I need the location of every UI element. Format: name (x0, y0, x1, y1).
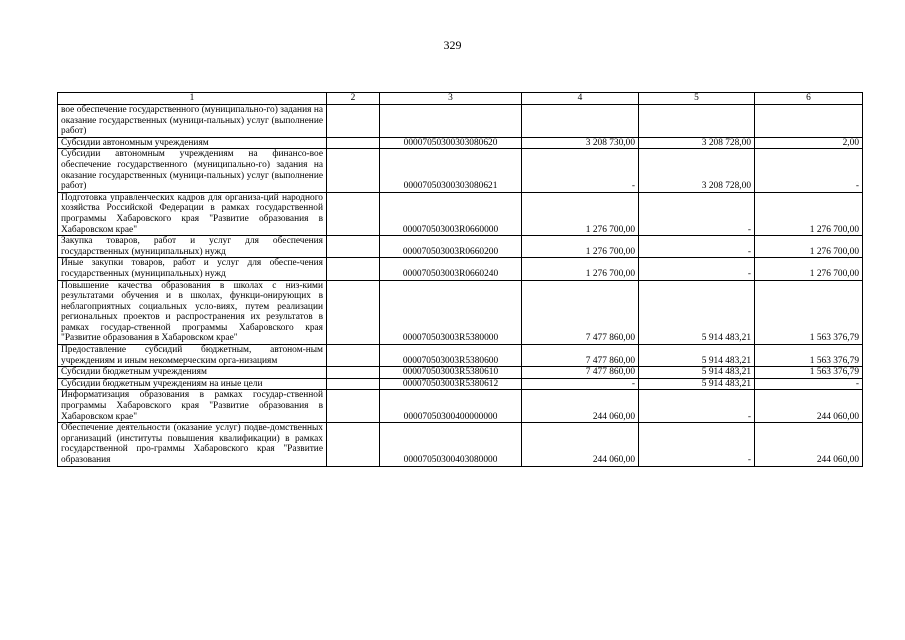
row-value4-cell: 244 060,00 (522, 390, 639, 423)
table-row (58, 105, 863, 138)
row-value6-cell: - (755, 149, 863, 192)
table-row (58, 280, 863, 345)
row-code-cell: 00007050300303080620 (380, 137, 522, 149)
column-header-2: 2 (327, 93, 380, 105)
row-value6-cell: 1 563 376,79 (755, 280, 863, 345)
row-code-cell: 000070503003R5380000 (380, 280, 522, 345)
row-code-cell: 00007050300303080621 (380, 149, 522, 192)
row-col2-cell (327, 149, 380, 192)
row-code-cell: 000070503003R5380610 (380, 367, 522, 379)
row-value5-cell: - (639, 236, 755, 258)
row-value6-cell: 1 563 376,79 (755, 367, 863, 379)
row-code-cell (380, 105, 522, 138)
row-value5-cell: - (639, 258, 755, 280)
row-col2-cell (327, 378, 380, 390)
row-name-cell: Информатизация образования в рамках государ-ственной программы Хабаровского края "Развитие образования в Хабаровском крае" (58, 390, 327, 423)
row-value4-cell: - (522, 378, 639, 390)
row-code-cell: 000070503003R0660240 (380, 258, 522, 280)
row-value5-cell: - (639, 423, 755, 466)
row-name-cell: Обеспечение деятельности (оказание услуг) подве-домственных организаций (институты повышения квалификации) в рамках государственной про-граммы Хабаровского края "Развитие образования (58, 423, 327, 466)
row-col2-cell (327, 390, 380, 423)
row-value4-cell: 1 276 700,00 (522, 258, 639, 280)
column-header-4: 4 (522, 93, 639, 105)
row-value5-cell: - (639, 390, 755, 423)
row-name-cell: Субсидии автономным учреждениям (58, 137, 327, 149)
row-value5-cell: 5 914 483,21 (639, 367, 755, 379)
row-name-cell: Предоставление субсидий бюджетным, автоном-ным учреждениям и иным некоммерческим орга-низациям (58, 345, 327, 367)
table-row (58, 390, 863, 423)
row-col2-cell (327, 236, 380, 258)
budget-table (57, 92, 863, 467)
row-value4-cell: 1 276 700,00 (522, 236, 639, 258)
column-header-1: 1 (58, 93, 327, 105)
row-value6-cell: 244 060,00 (755, 390, 863, 423)
row-value6-cell: 1 276 700,00 (755, 192, 863, 235)
row-col2-cell (327, 345, 380, 367)
row-col2-cell (327, 423, 380, 466)
row-value5-cell: 3 208 728,00 (639, 149, 755, 192)
row-value4-cell: 1 276 700,00 (522, 192, 639, 235)
row-col2-cell (327, 192, 380, 235)
row-value6-cell: - (755, 378, 863, 390)
row-col2-cell (327, 367, 380, 379)
table-row (58, 137, 863, 149)
row-value6-cell: 1 563 376,79 (755, 345, 863, 367)
column-header-6: 6 (755, 93, 863, 105)
row-value6-cell: 244 060,00 (755, 423, 863, 466)
row-name-cell: Иные закупки товаров, работ и услуг для обеспе-чения государственных (муниципальных) нужд (58, 258, 327, 280)
row-value5-cell: 5 914 483,21 (639, 378, 755, 390)
row-value6-cell: 1 276 700,00 (755, 236, 863, 258)
table-row (58, 149, 863, 192)
table-row (58, 345, 863, 367)
row-name-cell: Закупка товаров, работ и услуг для обеспечения государственных (муниципальных) нужд (58, 236, 327, 258)
row-value5-cell: 5 914 483,21 (639, 345, 755, 367)
row-value5-cell: - (639, 192, 755, 235)
table-row (58, 192, 863, 235)
table-row (58, 236, 863, 258)
row-value4-cell: 3 208 730,00 (522, 137, 639, 149)
row-value5-cell (639, 105, 755, 138)
row-value4-cell: 7 477 860,00 (522, 367, 639, 379)
row-name-cell: Подготовка управленческих кадров для организа-ций народного хозяйства Российской Федерации в рамках государственной программы Хабаровского края "Развитие образования в Хабаровском крае" (58, 192, 327, 235)
row-value4-cell: - (522, 149, 639, 192)
row-name-cell: Повышение качества образования в школах с низ-кими результатами обучения и в школах, функци-онирующих в неблагоприятных социальных усло-виях, путем реализации региональных проектов и распространения их результатов в рамках государ-ственной программы Хабаровского края "Развитие образования в Хабаровском крае" (58, 280, 327, 345)
table-row (58, 258, 863, 280)
column-header-5: 5 (639, 93, 755, 105)
row-code-cell: 00007050300403080000 (380, 423, 522, 466)
row-value6-cell: 2,00 (755, 137, 863, 149)
row-code-cell: 00007050300400000000 (380, 390, 522, 423)
table-row (58, 378, 863, 390)
row-value4-cell: 7 477 860,00 (522, 280, 639, 345)
row-value5-cell: 5 914 483,21 (639, 280, 755, 345)
table-row (58, 423, 863, 466)
row-code-cell: 000070503003R5380600 (380, 345, 522, 367)
row-value5-cell: 3 208 728,00 (639, 137, 755, 149)
row-col2-cell (327, 105, 380, 138)
row-name-cell: вое обеспечение государственного (муниципально-го) задания на оказание государственных (муници-пальных) услуг (выполнение работ) (58, 105, 327, 138)
table-row (58, 367, 863, 379)
row-code-cell: 000070503003R5380612 (380, 378, 522, 390)
column-header-3: 3 (380, 93, 522, 105)
row-col2-cell (327, 137, 380, 149)
row-code-cell: 000070503003R0660000 (380, 192, 522, 235)
row-col2-cell (327, 258, 380, 280)
row-name-cell: Субсидии бюджетным учреждениям на иные цели (58, 378, 327, 390)
row-col2-cell (327, 280, 380, 345)
table-body (58, 93, 863, 467)
row-value6-cell: 1 276 700,00 (755, 258, 863, 280)
row-name-cell: Субсидии автономным учреждениям на финансо-вое обеспечение государственного (муниципально-го) задания на оказание государственных (муници-пальных) услуг (выполнение работ) (58, 149, 327, 192)
row-name-cell: Субсидии бюджетным учреждениям (58, 367, 327, 379)
row-code-cell: 000070503003R0660200 (380, 236, 522, 258)
row-value4-cell: 7 477 860,00 (522, 345, 639, 367)
table-header-row (58, 93, 863, 105)
page-number: 329 (443, 38, 462, 52)
row-value6-cell (755, 105, 863, 138)
row-value4-cell (522, 105, 639, 138)
row-value4-cell: 244 060,00 (522, 423, 639, 466)
